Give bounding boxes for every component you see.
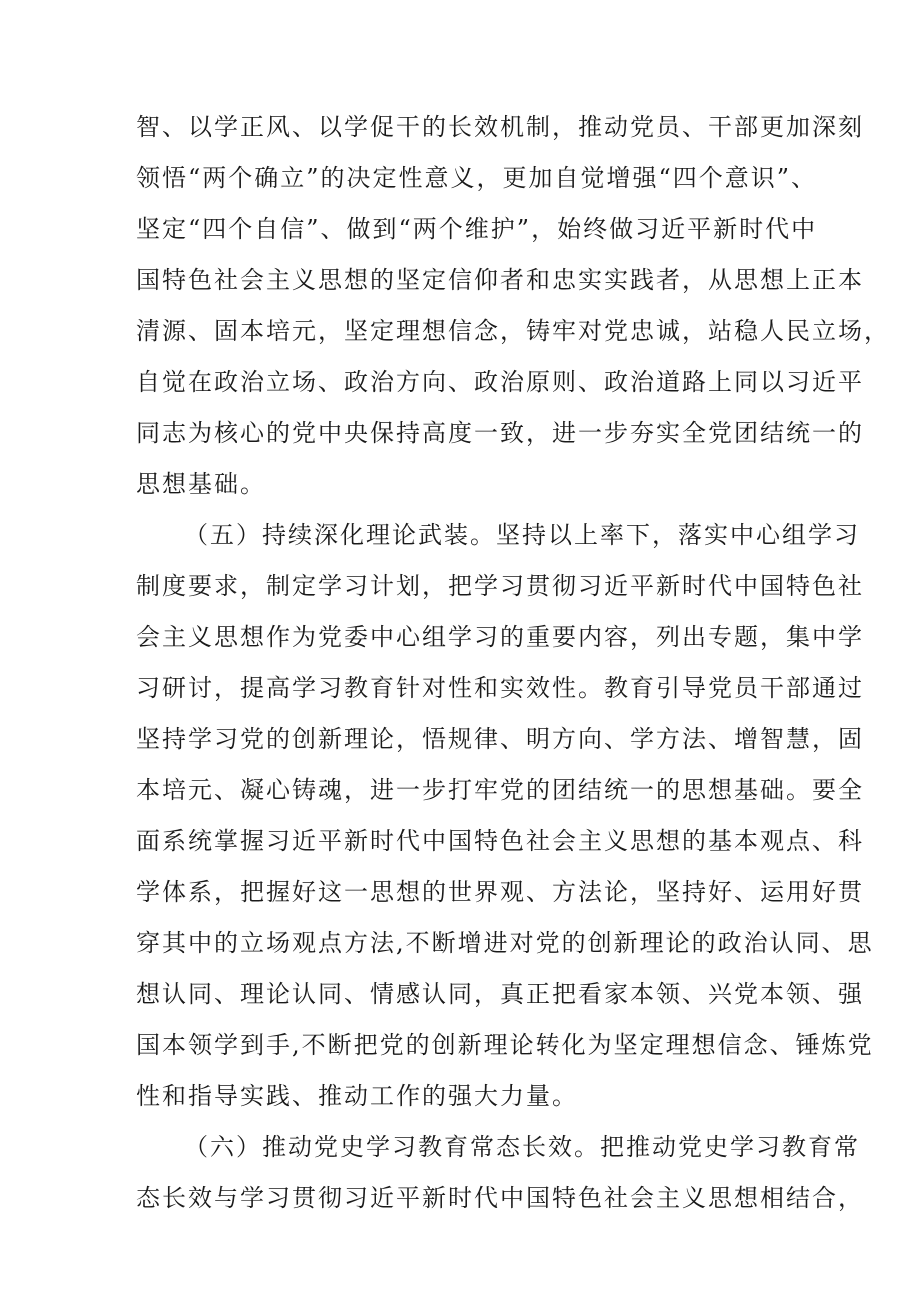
paragraph-1-line-8: 思想基础。 xyxy=(136,470,266,498)
paragraph-2-line-5: 坚持学习党的创新理论，悟规律、明方向、学方法、增智慧，固 xyxy=(136,725,864,753)
paragraph-1-line-7: 同志为核心的党中央保持高度一致，进一步夯实全党团结统一的 xyxy=(136,419,864,447)
paragraph-2-line-3: 会主义思想作为党委中心组学习的重要内容，列出专题，集中学 xyxy=(136,623,864,651)
paragraph-2-line-6: 本培元、凝心铸魂，进一步打牢党的团结统一的思想基础。要全 xyxy=(136,776,864,804)
paragraph-1-line-4: 国特色社会主义思想的坚定信仰者和忠实实践者，从思想上正本 xyxy=(136,266,864,294)
paragraph-2-line-10: 想认同、理论认同、情感认同，真正把看家本领、兴党本领、强 xyxy=(136,980,864,1008)
paragraph-1-line-5: 清源、固本培元，坚定理想信念，铸牢对党忠诚，站稳人民立场， xyxy=(136,317,890,345)
paragraph-2-line-8: 学体系，把握好这一思想的世界观、方法论，坚持好、运用好贯 xyxy=(136,878,864,906)
paragraph-2-line-7: 面系统掌握习近平新时代中国特色社会主义思想的基本观点、科 xyxy=(136,827,864,855)
paragraph-1-line-6: 自觉在政治立场、政治方向、政治原则、政治道路上同以习近平 xyxy=(136,368,864,396)
paragraph-1-line-3: 坚定“四个自信”、做到“两个维护”，始终做习近平新时代中 xyxy=(136,215,818,243)
paragraph-1-line-1: 智、以学正风、以学促干的长效机制，推动党员、干部更加深刻 xyxy=(136,113,864,141)
paragraph-2-line-12: 性和指导实践、推动工作的强大力量。 xyxy=(136,1082,578,1110)
paragraph-2-line-1: （五）持续深化理论武装。坚持以上率下，落实中心组学习 xyxy=(184,521,860,549)
paragraph-2-line-11: 国本领学到手,不断把党的创新理论转化为坚定理想信念、锤炼党 xyxy=(136,1031,874,1059)
paragraph-2-line-4: 习研讨，提高学习教育针对性和实效性。教育引导党员干部通过 xyxy=(136,674,864,702)
paragraph-3-line-2: 态长效与学习贯彻习近平新时代中国特色社会主义思想相结合， xyxy=(136,1184,864,1212)
paragraph-2-line-9: 穿其中的立场观点方法,不断增进对党的创新理论的政治认同、思 xyxy=(136,929,874,957)
paragraph-3-line-1: （六）推动党史学习教育常态长效。把推动党史学习教育常 xyxy=(184,1133,860,1161)
paragraph-1-line-2: 领悟“两个确立”的决定性意义，更加自觉增强“四个意识”、 xyxy=(136,164,818,192)
paragraph-2-line-2: 制度要求，制定学习计划，把学习贯彻习近平新时代中国特色社 xyxy=(136,572,864,600)
